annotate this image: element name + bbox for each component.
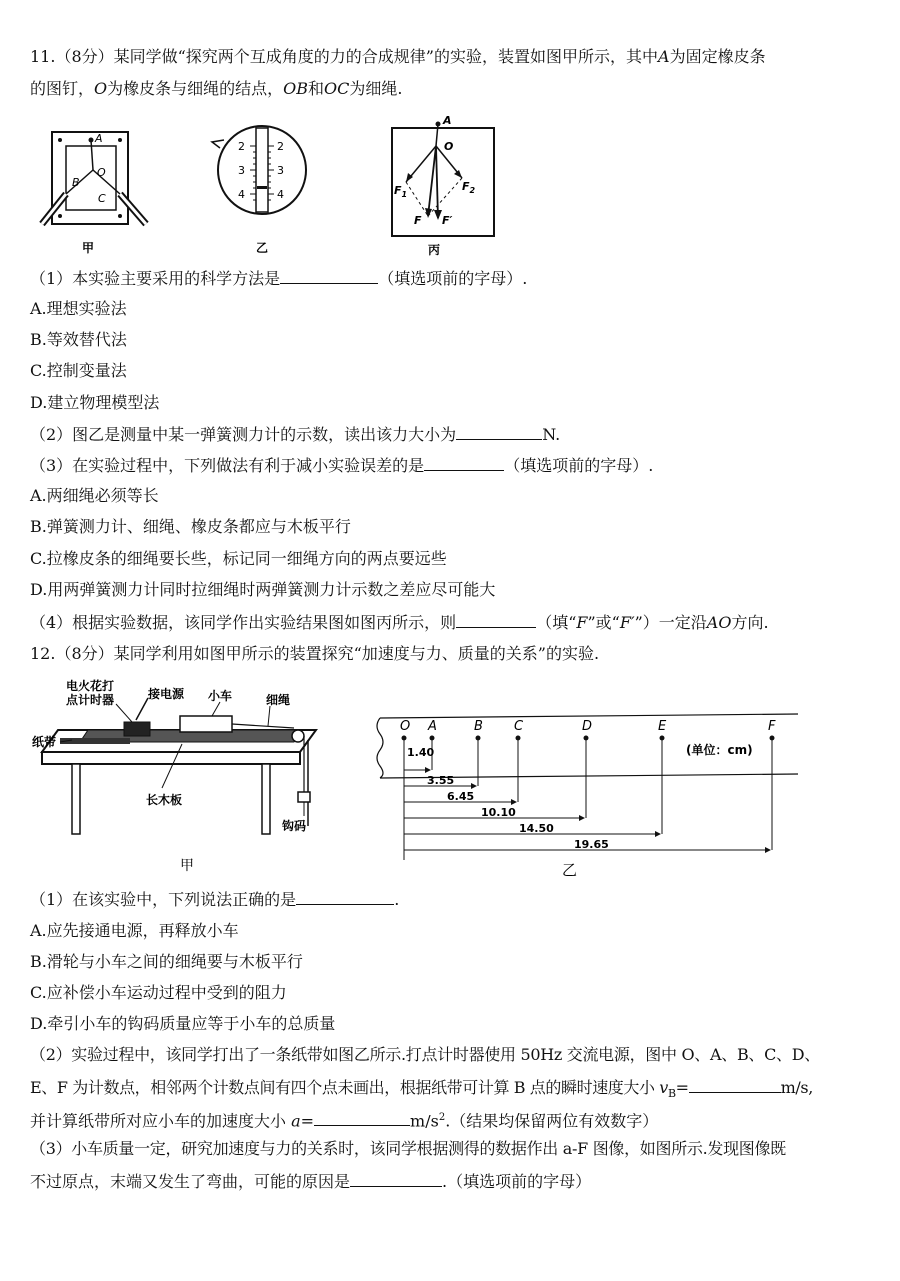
text: （1）在该实验中，下列说法正确的是 — [30, 890, 297, 909]
q11-part3 — [30, 454, 653, 477]
distance-label-E: 14.50 — [519, 822, 554, 835]
point-label-C: C — [514, 719, 524, 734]
q12-part2-line1: （2）实验过程中，该同学打出了一条纸带如图乙所示.打点计时器使用 50Hz 交流电源，图中 O、A、B、C、D、 — [30, 1045, 820, 1064]
text: ”或“ — [587, 613, 620, 632]
point-label-A: A — [428, 719, 437, 734]
label-timer-line2: 点计时器 — [66, 693, 115, 707]
table-leg — [262, 764, 270, 834]
text: .（填选项前的字母） — [442, 1172, 592, 1191]
tick-label-3-left: 3 — [238, 164, 245, 177]
option-D: D.建立物理模型法 — [30, 393, 160, 412]
distance-arrow-F — [765, 847, 771, 853]
table-edge — [42, 752, 300, 764]
tape-points — [400, 719, 776, 860]
q11-part2 — [30, 423, 560, 446]
option-A: A.应先接通电源，再释放小车 — [30, 921, 239, 940]
leader-line — [268, 706, 270, 726]
tick-label-3-right: 3 — [277, 164, 284, 177]
option-C: C.应补偿小车运动过程中受到的阻力 — [30, 983, 287, 1002]
answer-blank[interactable] — [296, 888, 394, 905]
pulley — [292, 730, 304, 742]
q12-part3-line1: （3）小车质量一定，研究加速度与力的关系时，该同学根据测得的数据作出 a-F 图像，如图所示.发现图像既 — [30, 1139, 786, 1158]
magnifier-pointer — [212, 140, 224, 148]
tape-top-edge — [380, 714, 798, 718]
option-A: A.两细绳必须等长 — [30, 486, 159, 505]
scale-ticks-right — [268, 146, 274, 200]
distance-arrow-E — [655, 831, 661, 837]
q11-header-line1 — [30, 46, 766, 68]
spring-scale-left-inner — [42, 194, 66, 224]
tape-left-edge — [377, 718, 383, 778]
q12-part2-line2 — [30, 1076, 813, 1105]
option-B: B.弹簧测力计、细绳、橡皮条都应与木板平行 — [30, 517, 351, 536]
option-D: D.牵引小车的钩码质量应等于小车的总质量 — [30, 1014, 336, 1033]
point-label-E: E — [658, 719, 667, 734]
symbol-A: A — [658, 47, 670, 66]
force-F — [428, 146, 436, 216]
option-D: D.用两弹簧测力计同时拉细绳时两弹簧测力计示数之差应尽可能大 — [30, 580, 496, 599]
distance-label-C: 6.45 — [447, 790, 475, 803]
label-board: 长木板 — [146, 793, 183, 807]
label-O: O — [444, 140, 454, 153]
symbol-v-subscript: B — [667, 1087, 676, 1101]
dashed-side — [428, 178, 462, 216]
q12-part3-line2 — [30, 1170, 591, 1193]
symbol-F: F — [576, 613, 588, 632]
scale-ticks-left — [250, 146, 256, 200]
distance-arrow-A — [425, 767, 431, 773]
caption-bing: 丙 — [428, 243, 441, 257]
text: （4）根据实验数据，该同学作出实验结果图如图丙所示，则 — [30, 613, 457, 632]
point-label-F: F — [768, 719, 776, 734]
text: 的图钉， — [30, 79, 95, 98]
q11-header-text-end: 为固定橡皮条 — [669, 47, 766, 66]
distance-arrow-D — [579, 815, 585, 821]
distance-arrow-B — [471, 783, 477, 789]
answer-blank[interactable] — [456, 611, 536, 628]
label-A: A — [443, 114, 452, 127]
unit-label: (单位：cm) — [686, 743, 753, 757]
caption-jia: 甲 — [180, 858, 194, 874]
leader-line — [212, 702, 220, 716]
q12-header: 12.（8分）某同学利用如图甲所示的装置探究“加速度与力、质量的关系”的实验. — [30, 644, 600, 663]
q12-part1 — [30, 888, 399, 911]
label-F1: $F_1$ — [394, 184, 408, 199]
q11-part4 — [30, 611, 769, 634]
point-label-O: O — [400, 719, 411, 734]
text: . — [394, 890, 400, 909]
answer-blank[interactable] — [350, 1170, 442, 1187]
text: 不过原点，末端又发生了弯曲，可能的原因是 — [30, 1172, 351, 1191]
unit-text: m/s — [410, 1111, 439, 1131]
magnifier-circle — [218, 126, 306, 214]
symbol-OC: OC — [324, 79, 350, 98]
label-F2: $F_2$ — [462, 180, 476, 195]
text: （填选项前的字母）. — [378, 269, 528, 288]
text: E、F 为计数点，相邻两个计数点间有四个点未画出，根据纸带可计算 B 点的瞬时速度大小 — [30, 1078, 660, 1097]
dashed-side — [406, 182, 428, 216]
text: 和 — [308, 79, 325, 98]
timer — [124, 722, 150, 736]
unit-text: m/s, — [780, 1078, 813, 1097]
answer-blank[interactable] — [314, 1109, 410, 1126]
symbol-OB: OB — [283, 79, 309, 98]
label-timer-line1: 电火花打 — [66, 679, 115, 693]
leader-line — [116, 704, 132, 722]
rope — [232, 724, 294, 728]
point-label-D: D — [582, 719, 593, 734]
table-leg — [72, 764, 80, 834]
text: .（结果均保留两位有效数字） — [445, 1111, 659, 1131]
text: （3）在实验过程中，下列做法有利于减小实验误差的是 — [30, 456, 425, 475]
symbol-AO: AO — [706, 613, 732, 632]
text: （2）图乙是测量中某一弹簧测力计的示数，读出该力大小为 — [30, 425, 457, 444]
q12-part2-line3: 并计算纸带所对应小车的加速度大小 $a= m/s^2$.（结果均保留两位有效数字） — [30, 1111, 659, 1131]
text: （填选项前的字母）. — [504, 456, 654, 475]
car — [180, 716, 232, 732]
power-wire — [136, 698, 148, 720]
tick-label-4-right: 4 — [277, 188, 284, 201]
text: ”）一定沿 — [634, 613, 707, 632]
symbol-F-prime: F′ — [619, 613, 635, 632]
option-A: A.理想实验法 — [30, 299, 127, 318]
label-F-prime: F′ — [442, 214, 453, 227]
tick-label-2-right: 2 — [277, 140, 284, 153]
scale-body — [256, 128, 268, 212]
distance-label-D: 10.10 — [481, 806, 516, 819]
text: = — [675, 1078, 689, 1097]
paper-tape — [60, 738, 130, 744]
weight — [298, 792, 310, 802]
text: 方向. — [731, 613, 769, 632]
answer-blank[interactable] — [424, 454, 504, 471]
label-tape: 纸带 — [32, 735, 57, 749]
q11-figure-jia — [36, 128, 160, 256]
label-C: C — [98, 192, 106, 205]
tick-label-4-left: 4 — [238, 188, 245, 201]
arrow-F-prime — [434, 210, 442, 220]
text: N. — [542, 425, 561, 444]
text: （1）本实验主要采用的科学方法是 — [30, 269, 281, 288]
q12-figure-jia — [32, 676, 332, 876]
label-rope: 细绳 — [266, 693, 291, 707]
answer-blank[interactable] — [280, 267, 378, 284]
q11-header-text: 11.（8分）某同学做“探究两个互成角度的力的合成规律”的实验，装置如图甲所示，其中 — [30, 47, 658, 66]
scale-pointer — [257, 186, 267, 189]
label-F: F — [414, 214, 422, 227]
point-label-B: B — [474, 719, 483, 734]
label-O: O — [97, 166, 106, 179]
label-B: B — [72, 176, 80, 189]
rubber-band — [91, 140, 93, 170]
distance-label-F: 19.65 — [574, 838, 609, 851]
distance-label-B: 3.55 — [427, 774, 455, 787]
q11-figure-yi — [210, 118, 310, 256]
option-C: C.控制变量法 — [30, 361, 127, 380]
corner-pin — [58, 138, 62, 142]
corner-pin — [58, 214, 62, 218]
symbol-O: O — [94, 79, 108, 98]
arrow-F2 — [454, 170, 462, 178]
label-power: 接电源 — [148, 687, 185, 701]
option-B: B.等效替代法 — [30, 330, 127, 349]
caption-yi: 乙 — [562, 861, 578, 879]
text: 为橡皮条与细绳的结点， — [107, 79, 284, 98]
answer-blank[interactable] — [689, 1076, 781, 1093]
text: 为细绳. — [349, 79, 403, 98]
q11-part1 — [30, 267, 527, 290]
spring-scale-right-inner — [120, 194, 146, 224]
label-weight: 钩码 — [282, 819, 307, 833]
label-car: 小车 — [208, 689, 233, 703]
caption-jia: 甲 — [82, 241, 95, 255]
text: （填“ — [536, 613, 577, 632]
option-C: C.拉橡皮条的细绳要长些，标记同一细绳方向的两点要远些 — [30, 549, 447, 568]
distance-label-A: 1.40 — [407, 746, 435, 759]
answer-blank[interactable] — [456, 423, 542, 440]
symbol-v: v — [659, 1078, 668, 1097]
tick-label-2-left: 2 — [238, 140, 245, 153]
q11-header-line2 — [30, 78, 403, 100]
q12-figure-yi — [370, 710, 810, 880]
unit-superscript: 2 — [438, 1112, 446, 1123]
corner-pin — [118, 214, 122, 218]
label-A: A — [95, 132, 103, 145]
symbol-a: a — [291, 1111, 301, 1131]
option-B: B.滑轮与小车之间的细绳要与木板平行 — [30, 952, 303, 971]
caption-yi: 乙 — [256, 241, 269, 255]
text: 并计算纸带所对应小车的加速度大小 — [30, 1111, 292, 1131]
corner-pin — [118, 138, 122, 142]
q11-figure-bing — [388, 106, 520, 258]
distance-arrow-C — [511, 799, 517, 805]
